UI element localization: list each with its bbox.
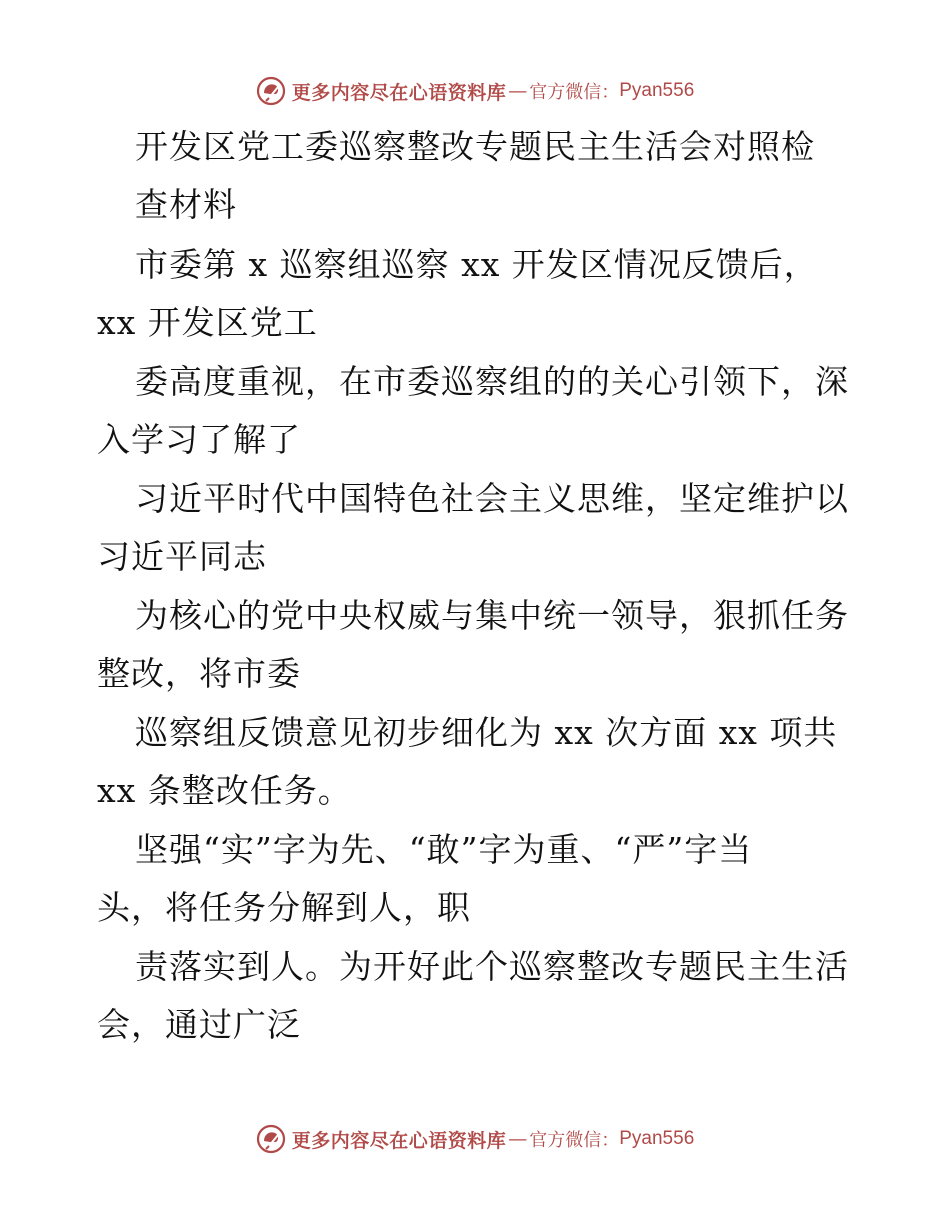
- document-line: 习近平时代中国特色社会主义思维，坚定维护以: [135, 479, 849, 518]
- footer-banner-label: 官方微信：: [529, 1130, 620, 1151]
- document-line: 开发区党工委巡察整改专题民主生活会对照检: [135, 127, 815, 166]
- footer-wechat-id: Pyan556: [619, 1128, 695, 1149]
- document-line: 查材料: [135, 185, 237, 224]
- document-line: xx 条整改任务。: [97, 771, 352, 810]
- document-line: 坚强“实”字为先、“敢”字为重、“严”字当: [135, 830, 753, 869]
- header-banner-dash: —: [508, 80, 528, 102]
- document-line: 巡察组反馈意见初步细化为 xx 次方面 xx 项共: [135, 713, 838, 752]
- document-line: 为核心的党中央权威与集中统一领导，狠抓任务: [135, 596, 849, 635]
- document-line: 责落实到人。为开好此个巡察整改专题民主生活: [135, 947, 849, 986]
- document-line: xx 开发区党工: [97, 303, 318, 342]
- header-banner-label: 官方微信：: [529, 82, 620, 103]
- brain-pen-logo-icon: [256, 76, 286, 106]
- document-line: 委高度重视，在市委巡察组的的关心引领下，深: [135, 362, 849, 401]
- brain-pen-logo-icon: [256, 1124, 286, 1154]
- document-line: 入学习了解了: [97, 420, 301, 459]
- header-banner-text: 更多内容尽在心语资料库: [291, 81, 507, 104]
- document-line: 整改，将市委: [97, 654, 301, 693]
- document-line: 习近平同志: [97, 537, 267, 576]
- footer-banner-dash: —: [508, 1128, 528, 1150]
- footer-banner: [0, 1119, 950, 1159]
- document-line: 市委第 x 巡察组巡察 xx 开发区情况反馈后，: [135, 245, 818, 284]
- footer-banner-text: 更多内容尽在心语资料库: [291, 1129, 507, 1152]
- header-banner: [0, 71, 950, 111]
- document-line: 头，将任务分解到人，职: [97, 888, 471, 927]
- header-wechat-id: Pyan556: [619, 80, 695, 101]
- document-line: 会，通过广泛: [97, 1005, 301, 1044]
